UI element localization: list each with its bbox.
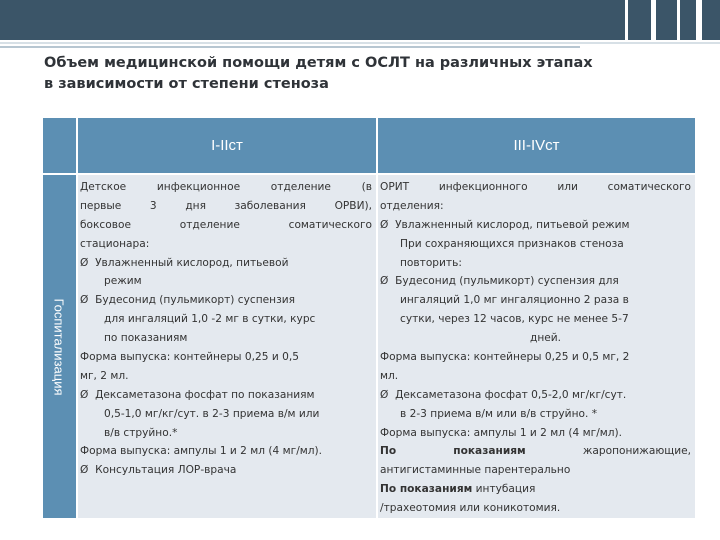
- text-line: мг, 2 мл.: [80, 369, 129, 382]
- bold-text: По: [380, 445, 397, 458]
- list-item: [80, 254, 372, 273]
- list-item-text: Будесонид (пульмикорт) суспензия: [95, 294, 295, 307]
- bullet-icon: Ø: [80, 294, 89, 307]
- text-line: повторить:: [400, 256, 462, 269]
- stripe: [696, 0, 702, 40]
- list-item-text: Дексаметазона фосфат по показаниям: [95, 388, 315, 401]
- cell-text: [380, 178, 691, 518]
- bullet-icon: Ø: [380, 388, 389, 401]
- list-item-text: Консультация ЛОР-врача: [95, 464, 237, 477]
- text-line: [380, 442, 691, 461]
- stripe: [677, 0, 680, 40]
- text-fragment: интубация: [472, 483, 536, 496]
- list-item-text: Будесонид (пульмикорт) суспензия для: [395, 275, 619, 288]
- text-line: дней.: [530, 332, 562, 345]
- text-line: режим: [104, 275, 142, 288]
- header-stage-1-2: I-IIст: [211, 137, 243, 154]
- text-line: Форма выпуска: контейнеры 0,25 и 0,5: [80, 351, 299, 364]
- divider-line: [0, 46, 580, 48]
- text-line: мл.: [380, 369, 399, 382]
- text-line: При сохраняющихся признаков стеноза: [400, 237, 624, 250]
- text-line: в/в струйно.*: [104, 426, 178, 439]
- text-line: Детское инфекционное отделение (в: [80, 181, 372, 193]
- text-line: стационара:: [80, 237, 150, 250]
- text-line: боксовое отделение соматического: [80, 218, 372, 231]
- cell-text: [80, 178, 372, 480]
- top-band: [0, 0, 720, 40]
- title-line-1: Объем медицинской помощи детям с ОСЛТ на различных этапах: [44, 55, 593, 71]
- text-line: /трахеотомия или коникотомия.: [380, 502, 561, 515]
- list-item-text: Дексаметазона фосфат 0,5-2,0 мг/кг/сут.: [395, 388, 627, 401]
- page-title: [44, 53, 704, 95]
- text-line: по показаниям: [104, 332, 188, 345]
- list-item-text: Увлажненный кислород, питьевой режим: [395, 218, 630, 231]
- bold-text: По показаниям: [380, 483, 473, 496]
- care-table: [43, 118, 695, 518]
- cell-stage-1-2: [78, 175, 376, 518]
- text-fragment: жаропонижающие,: [582, 445, 691, 458]
- text-line: первые 3 дня заболевания ОРВИ),: [80, 199, 372, 212]
- text-line: Форма выпуска: ампулы 1 и 2 мл (4 мг/мл).: [380, 426, 623, 439]
- list-item: [380, 216, 691, 235]
- list-item-text: Увлажненный кислород, питьевой: [95, 256, 289, 269]
- bullet-icon: Ø: [380, 218, 389, 231]
- list-item: [380, 386, 691, 405]
- text-line: Форма выпуска: ампулы 1 и 2 мл (4 мг/мл).: [80, 445, 323, 458]
- stripe: [625, 0, 628, 40]
- bold-text: показаниям: [453, 445, 526, 458]
- bullet-icon: Ø: [80, 256, 89, 269]
- list-item: [380, 272, 691, 291]
- text-line: Форма выпуска: контейнеры 0,25 и 0,5 мг, 2: [380, 351, 630, 364]
- list-item: [80, 461, 372, 480]
- divider-line: [0, 42, 720, 44]
- list-item: [80, 291, 372, 310]
- bullet-icon: Ø: [80, 388, 89, 401]
- text-line: в 2-3 приема в/м или в/в струйно. *: [400, 407, 598, 420]
- title-line-2: в зависимости от степени стеноза: [44, 76, 329, 92]
- text-line: для ингаляций 1,0 -2 мг в сутки, курс: [104, 313, 316, 326]
- text-line: отделения:: [380, 199, 444, 212]
- text-line: сутки, через 12 часов, курс не менее 5-7: [400, 313, 629, 326]
- text-line: антигистаминные парентерально: [380, 464, 571, 477]
- text-line: 0,5-1,0 мг/кг/сут. в 2-3 приема в/м или: [104, 407, 320, 420]
- text-line: ОРИТ инфекционного или соматического: [380, 181, 691, 193]
- row-label: Госпитализация: [51, 298, 67, 396]
- cell-stage-3-4: [378, 175, 695, 518]
- stripe: [651, 0, 656, 40]
- text-line: [380, 480, 691, 499]
- bullet-icon: Ø: [380, 275, 389, 288]
- bullet-icon: Ø: [80, 464, 89, 477]
- header-stage-3-4: III-IVст: [513, 137, 560, 154]
- table-header-row: [43, 118, 695, 173]
- text-line: ингаляций 1,0 мг ингаляционно 2 раза в: [400, 294, 629, 307]
- list-item: [80, 386, 372, 405]
- row-label-cell: [43, 175, 76, 518]
